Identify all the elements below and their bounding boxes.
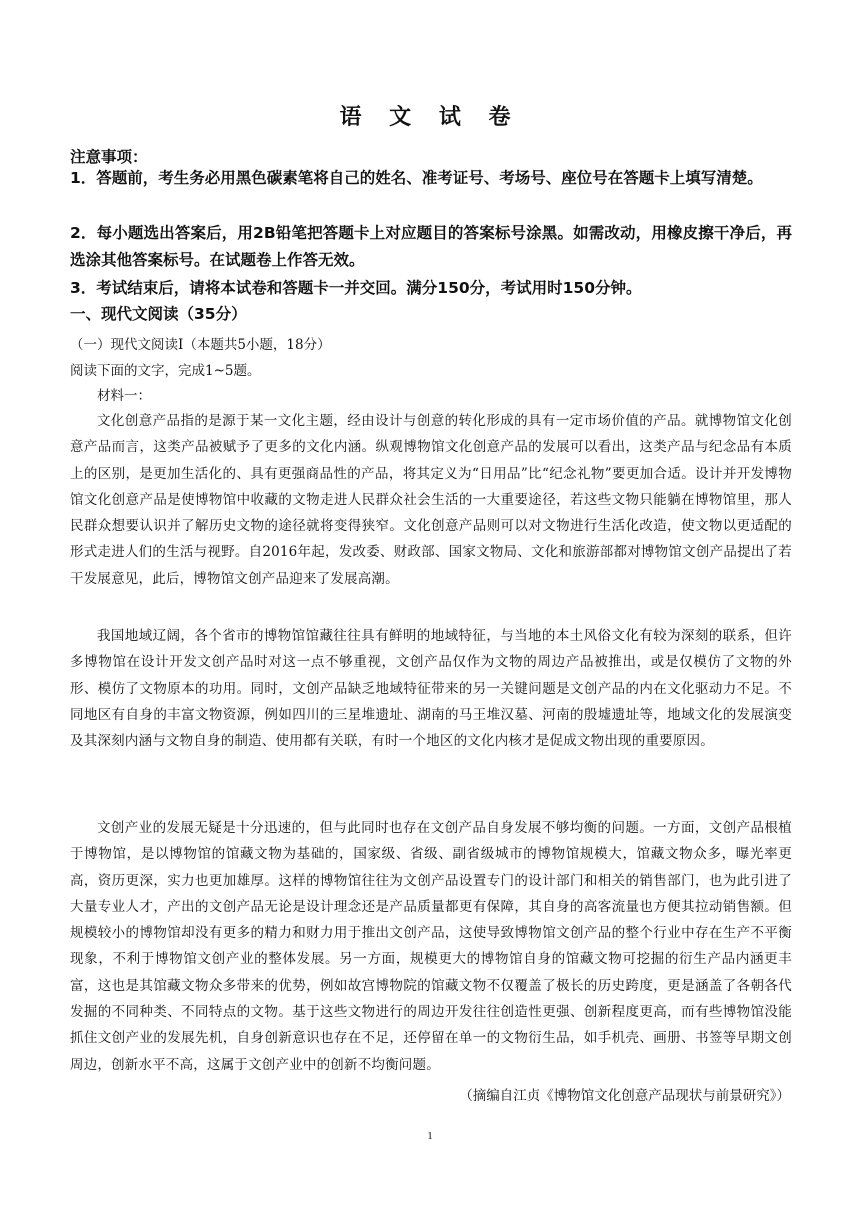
notice-item: 2．每小题选出答案后，用2B铅笔把答题卡上对应题目的答案标号涂黑。如需改动，用橡皮擦干净后，再选涂其他答案标号。在试题卷上作答无效。 [70,224,792,269]
material-label: 材料一： [97,388,151,404]
passage-paragraph: 文化创意产品指的是源于某一文化主题，经由设计与创意的转化形成的具有一定市场价值的产品。就博物馆文化创意产品而言，这类产品被赋予了更多的文化内涵。纵观博物馆文化创意产品的发展可以看出，这类产品与纪念品有本质上的区别，是更加生活化的、具有更强商品性的产品，将其定义为“日用品”比“纪念礼物”要更加合适。设计并开发博物馆文化创意产品是使博物馆中收藏的文物走进人民群众社会生活的一大重要途径，若这些文物只能躺在博物馆里，那人民群众想要认识并了解历史文物的途径就将变得狭窄。文化创意产品则可以对文物进行生活化改造，使文物以更适配的形式走进人们的生活与视野。自2016年起，发改委、财政部、国家文物局、文化和旅游部都对博物馆文创产品提出了若干发展意见，此后，博物馆文创产品迎来了发展高潮。 [70,413,792,587]
passage-source: （摘编自江贞《博物馆文化创意产品现状与前景研究》） [459,1088,790,1104]
notice-item: 1．答题前，考生务必用黑色碳素笔将自己的姓名、准考证号、考场号、座位号在答题卡上填写清楚。 [70,169,763,187]
passage-paragraph: 我国地域辽阔，各个省市的博物馆馆藏往往具有鲜明的地域特征，与当地的本土风俗文化有较为深刻的联系，但许多博物馆在设计开发文创产品时对这一点不够重视，文创产品仅作为文物的周边产品被推出，或是仅模仿了文物的外形、模仿了文物原本的功用。同时，文创产品缺乏地域特征带来的另一关键问题是文创产品的内在文化驱动力不足。不同地区有自身的丰富文物资源，例如四川的三星堆遗址、湖南的马王堆汉墓、河南的殷墟遗址等，地域文化的发展演变及其深刻内涵与文物自身的制造、使用都有关联，有时一个地区的文化内核才是促成文物出现的重要原因。 [70,628,792,750]
notice-item: 3．考试结束后，请将本试卷和答题卡一并交回。满分150分，考试用时150分钟。 [70,279,642,297]
section-heading: 一、现代文阅读（35分） [70,305,247,323]
page-number: 1 [427,1130,433,1142]
reading-instruction: 阅读下面的文字，完成1~5题。 [70,363,261,379]
notice-heading: 注意事项： [70,148,148,166]
exam-title: 语 文 试 卷 [339,105,521,130]
section-subheading: （一）现代文阅读Ⅰ（本题共5小题，18分） [70,337,331,353]
passage-paragraph: 文创产业的发展无疑是十分迅速的，但与此同时也存在文创产品自身发展不够均衡的问题。一方面，文创产品根植于博物馆，是以博物馆的馆藏文物为基础的，国家级、省级、副省级城市的博物馆规模大，馆藏文物众多，曝光率更高，资历更深，实力也更加雄厚。这样的博物馆往往为文创产品设置专门的设计部门和相关的销售部门，也为此引进了大量专业人才，产出的文创产品无论是设计理念还是产品质量都更有保障，其自身的高客流量也方便其拉动销售额。但规模较小的博物馆却没有更多的精力和财力用于推出文创产品，这使导致博物馆文创产品的整个行业中存在生产不平衡现象，不利于博物馆文创产业的整体发展。另一方面，规模更大的博物馆自身的馆藏文物可挖掘的衍生产品内涵更丰富，这也是其馆藏文物众多带来的优势，例如故宫博物院的馆藏文物不仅覆盖了极长的历史跨度，更是涵盖了各朝各代发掘的不同种类、不同特点的文物。基于这些文物进行的周边开发往往创造性更强、创新程度更高，而有些博物馆没能抓住文创产业的发展先机，自身创新意识也存在不足，还停留在单一的文物衍生品，如手机壳、画册、书签等早期文创周边，创新水平不高，这属于文创产业中的创新不均衡问题。 [70,820,792,1073]
